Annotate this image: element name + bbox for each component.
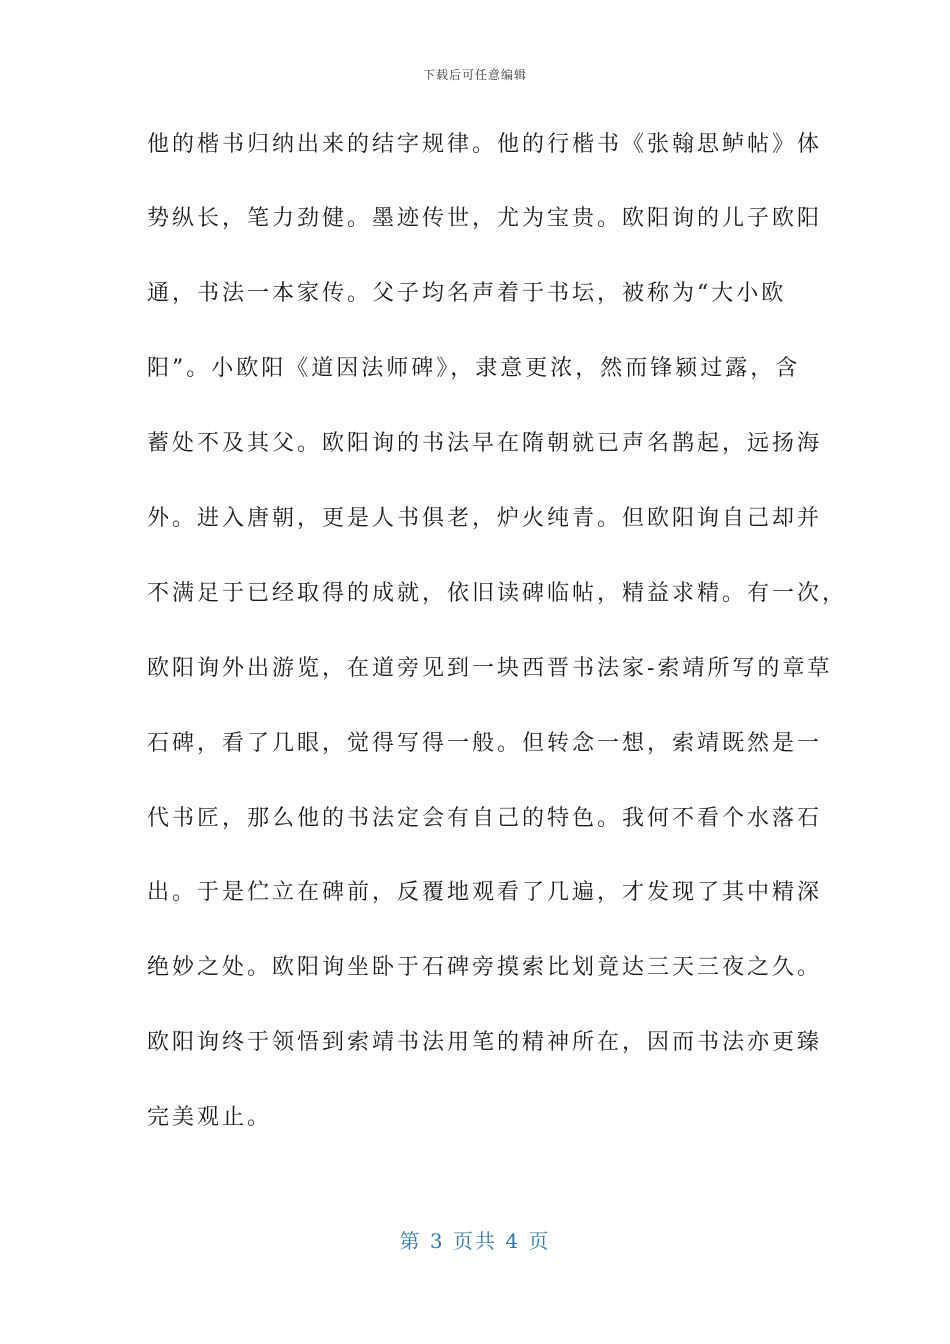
page-header: 下载后可任意编辑 xyxy=(422,68,527,82)
body-line-2: 势纵长，笔力劲健。墨迹传世，尤为宝贵。欧阳询的儿子欧阳 xyxy=(147,206,823,231)
body-line-9: 石碑，看了几眼，觉得写得一般。但转念一想，索靖既然是一 xyxy=(147,731,823,756)
body-line-7: 不满足于已经取得的成就，依旧读碑临帖，精益求精。有一次， xyxy=(147,581,848,606)
body-line-4: 阳”。小欧阳《道因法师碑》，隶意更浓，然而锋颍过露，含 xyxy=(147,356,801,381)
page-number-footer: 第 3 页共 4 页 xyxy=(399,1229,551,1253)
body-line-14: 完美观止。 xyxy=(147,1105,273,1130)
body-line-8: 欧阳询外出游览，在道旁见到一块西晋书法家-索靖所写的章草 xyxy=(147,656,833,681)
body-line-5: 蓄处不及其父。欧阳询的书法早在隋朝就已声名鹊起，远扬海 xyxy=(147,431,823,456)
body-line-13: 欧阳询终于领悟到索靖书法用笔的精神所在，因而书法亦更臻 xyxy=(147,1030,823,1055)
body-line-10: 代书匠，那么他的书法定会有自己的特色。我何不看个水落石 xyxy=(147,806,823,831)
body-line-6: 外。进入唐朝，更是人书俱老，炉火纯青。但欧阳询自己却并 xyxy=(147,506,823,531)
body-line-3: 通，书法一本家传。父子均名声着于书坛，被称为“大小欧 xyxy=(147,281,787,306)
body-line-12: 绝妙之处。欧阳询坐卧于石碑旁摸索比划竟达三天三夜之久。 xyxy=(147,955,823,980)
body-line-1: 他的楷书归纳出来的结字规律。他的行楷书《张翰思鲈帖》体 xyxy=(147,132,823,157)
body-line-11: 出。于是伫立在碑前，反覆地观看了几遍，才发现了其中精深 xyxy=(147,880,823,905)
